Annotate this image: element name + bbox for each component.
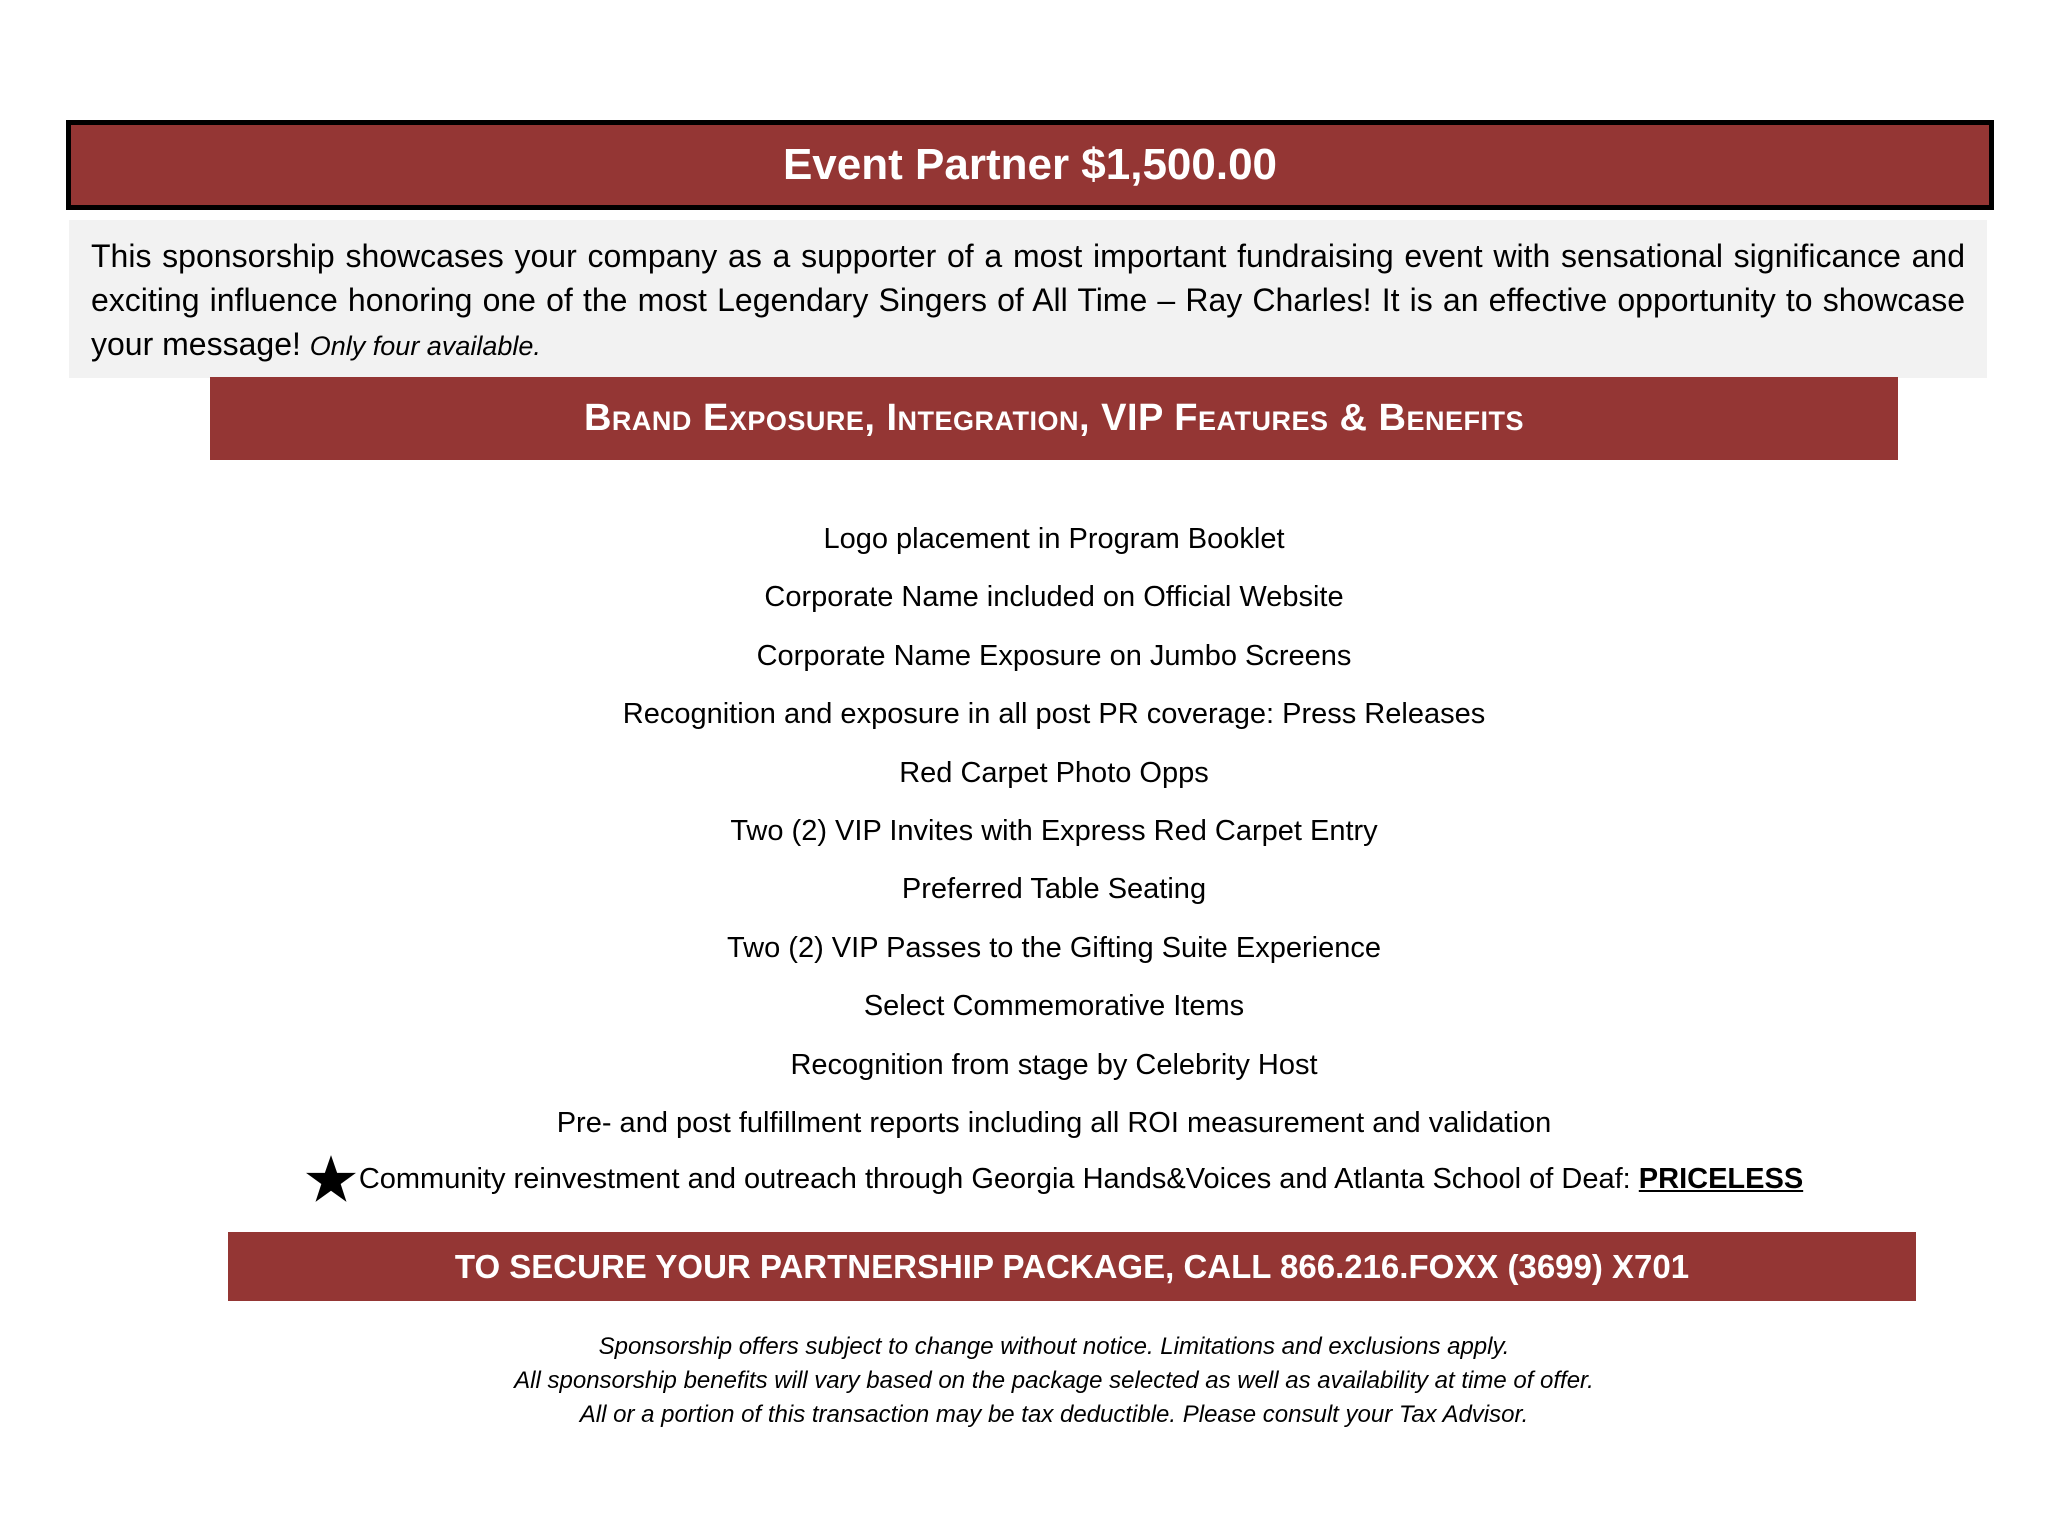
benefit-item: Recognition and exposure in all post PR coverage: Press Releases xyxy=(622,698,1486,731)
cta-banner xyxy=(228,1232,1916,1301)
benefit-item: Pre- and post fulfillment reports including all ROI measurement and validation xyxy=(556,1106,1552,1139)
benefit-item: Preferred Table Seating xyxy=(901,873,1207,906)
benefit-item: Logo placement in Program Booklet xyxy=(823,523,1285,555)
priceless-label: PRICELESS xyxy=(1638,1162,1804,1195)
benefits-header-title: Brand Exposure, Integration, VIP Features & Benefits xyxy=(583,397,1524,439)
intro-description xyxy=(69,220,1987,378)
benefit-item: Corporate Name Exposure on Jumbo Screens xyxy=(756,639,1352,672)
page-title: Event Partner $1,500.00 xyxy=(782,140,1278,189)
benefits-header-banner xyxy=(210,377,1898,460)
benefit-item: Select Commemorative Items xyxy=(863,990,1245,1023)
benefit-item: Two (2) VIP Invites with Express Red Carpet Entry xyxy=(730,814,1378,847)
community-benefit xyxy=(160,1150,1948,1208)
community-description: Community reinvestment and outreach through Georgia Hands&Voices and Atlanta School of Deaf: xyxy=(358,1162,1639,1195)
benefit-item: Red Carpet Photo Opps xyxy=(899,756,1209,789)
benefit-item: Recognition from stage by Celebrity Host xyxy=(790,1048,1318,1081)
benefits-list xyxy=(160,510,1948,1152)
star-icon xyxy=(305,1153,357,1205)
disclaimer-line: All or a portion of this transaction may be tax deductible. Please consult your Tax Advisor. xyxy=(579,1401,1529,1428)
benefit-item: Corporate Name included on Official Website xyxy=(764,581,1344,614)
disclaimer xyxy=(160,1330,1948,1432)
disclaimer-line: All sponsorship benefits will vary based on the package selected as well as availability at time of offer. xyxy=(514,1367,1594,1394)
intro-text: This sponsorship showcases your company as a supporter of a most important fundraising event with sensational significance and exciting influence honoring one of the most Legendary Singers of All Time – Ray Charles! It is an effective opportunity to showcase your message! xyxy=(91,238,1965,362)
availability-note: Only four available. xyxy=(309,331,541,361)
title-banner xyxy=(66,120,1994,210)
cta-text: TO SECURE YOUR PARTNERSHIP PACKAGE, CALL 866.216.FOXX (3699) X701 xyxy=(454,1247,1690,1285)
community-text xyxy=(359,1163,1803,1196)
benefit-item: Two (2) VIP Passes to the Gifting Suite Experience xyxy=(727,931,1381,964)
disclaimer-line: Sponsorship offers subject to change without notice. Limitations and exclusions apply. xyxy=(598,1333,1510,1360)
